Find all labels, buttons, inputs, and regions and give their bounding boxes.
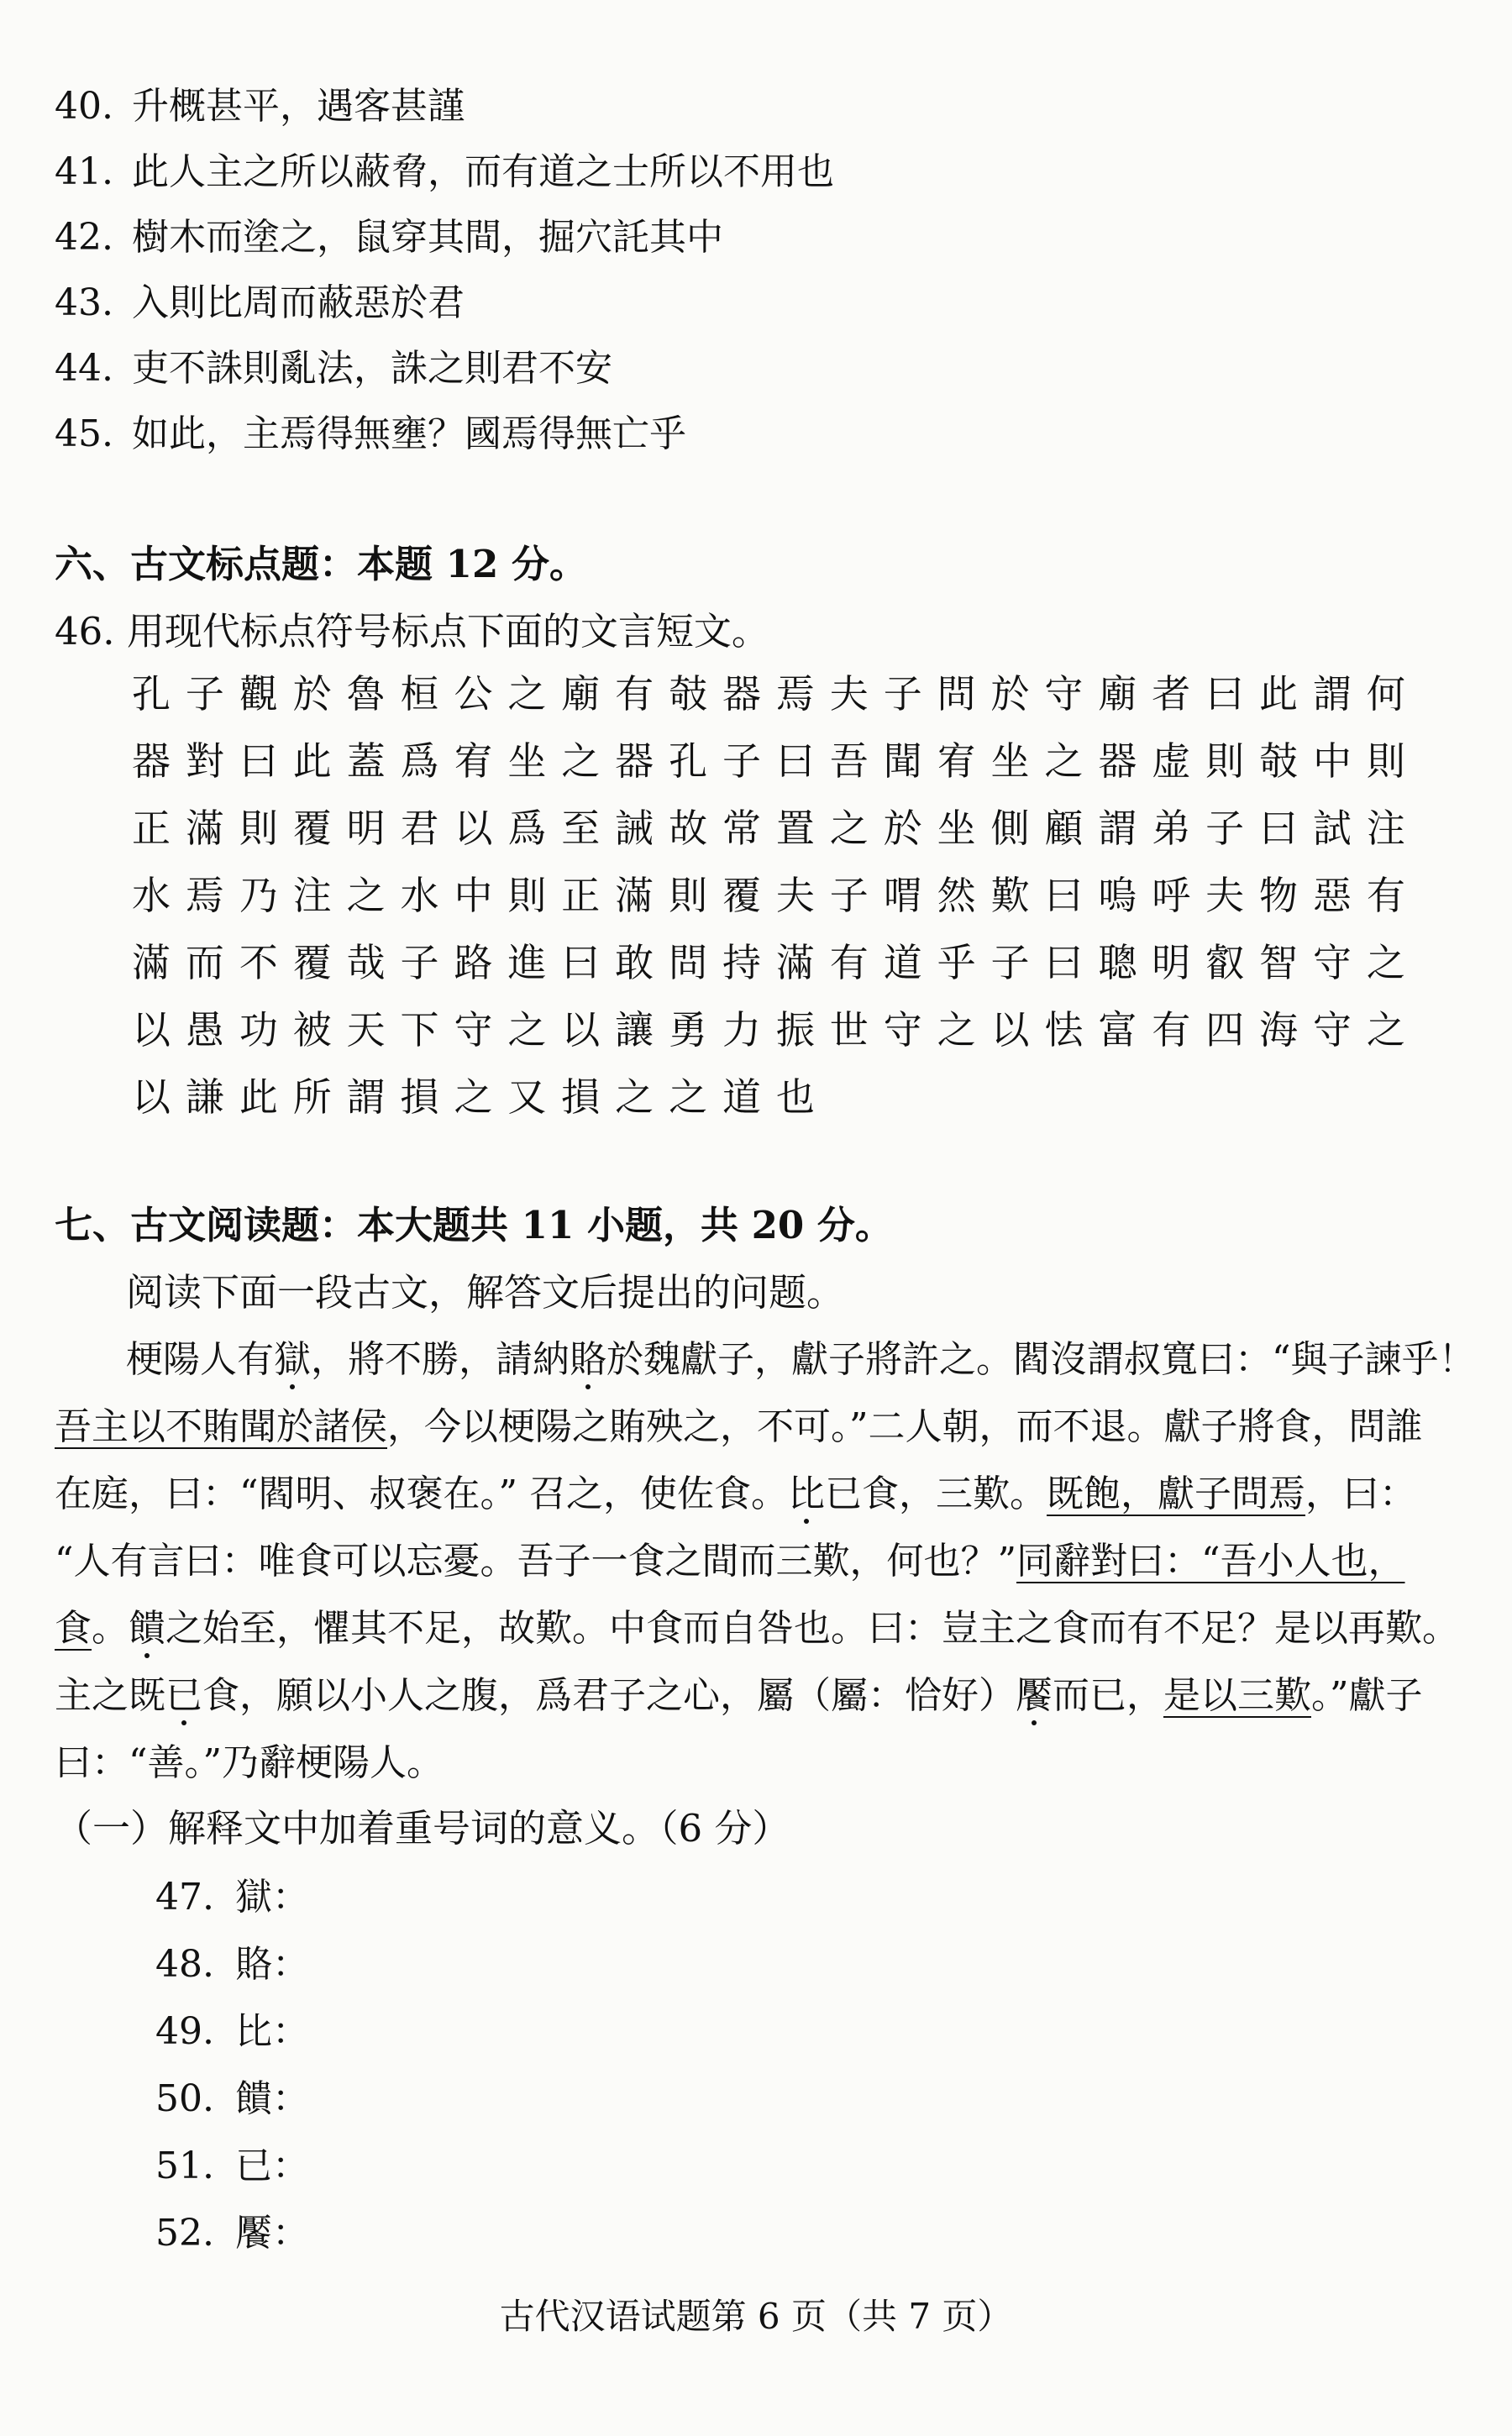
grid-char: 之 — [454, 1074, 493, 1120]
item-text: 樹木而塗之，鼠穿其間，掘穴託其中 — [132, 216, 723, 259]
grid-char: 物 — [1259, 873, 1299, 918]
grid-char: 持 — [722, 940, 761, 985]
translation-item — [55, 272, 465, 326]
grid-char: 水 — [132, 873, 171, 918]
grid-char: 子 — [185, 671, 224, 717]
grid-char: 滿 — [615, 873, 654, 918]
grid-char: 側 — [990, 806, 1030, 851]
grid-char: 夫 — [1205, 873, 1245, 918]
emphasized-word: 獄 — [274, 1338, 311, 1381]
grid-char: 以 — [454, 806, 493, 851]
grid-char: 哉 — [346, 940, 386, 985]
passage-text: 。 — [92, 1607, 129, 1650]
answer-item — [155, 2135, 309, 2189]
grid-char: 明 — [346, 806, 386, 851]
grid-char: 又 — [507, 1074, 547, 1120]
grid-char: 者 — [1152, 671, 1191, 717]
grid-char: 之 — [829, 806, 869, 851]
grid-char: 水 — [400, 873, 439, 918]
answer-number: 50. — [155, 2077, 214, 2120]
item-text: 吏不誅則亂法，誅之則君不安 — [132, 347, 612, 390]
item-text: 如此，主焉得無壅？國焉得無亡乎 — [132, 412, 686, 455]
answer-word: 饜： — [235, 2212, 309, 2255]
grid-char: 故 — [669, 806, 708, 851]
item-number: 42. — [55, 216, 113, 259]
grid-char: 君 — [400, 806, 439, 851]
grid-char: 之 — [561, 738, 601, 784]
grid-row — [126, 1000, 1411, 1055]
grid-char: 四 — [1205, 1007, 1245, 1053]
grid-char: 守 — [1312, 1007, 1352, 1053]
grid-row — [126, 865, 1411, 921]
grid-char: 器 — [132, 738, 171, 784]
grid-char: 叡 — [1205, 940, 1245, 985]
grid-char: 覆 — [292, 806, 332, 851]
grid-char: 爲 — [400, 738, 439, 784]
passage-text: 而已， — [1053, 1674, 1163, 1717]
grid-char: 攲 — [1259, 738, 1299, 784]
underlined-sentence: 食 — [55, 1607, 92, 1650]
grid-char: 守 — [454, 1007, 493, 1053]
grid-char: 曰 — [775, 738, 815, 784]
grid-char: 曰 — [239, 738, 278, 784]
grid-char: 道 — [883, 940, 922, 985]
grid-char: 謂 — [1098, 806, 1137, 851]
grid-char: 則 — [239, 806, 278, 851]
grid-char: 以 — [132, 1074, 171, 1120]
answer-item — [155, 2001, 309, 2055]
grid-char: 子 — [990, 940, 1030, 985]
translation-item — [55, 403, 686, 457]
answer-word: 饋： — [235, 2077, 309, 2120]
passage-line — [55, 1665, 1423, 1719]
grid-char: 於 — [883, 806, 922, 851]
grid-char: 滿 — [185, 806, 224, 851]
grid-char: 坐 — [507, 738, 547, 784]
passage-text: 食，願以小人之腹，爲君子之心，屬（屬：恰好） — [202, 1674, 1016, 1717]
grid-char: 進 — [507, 940, 547, 985]
grid-char: 廟 — [1098, 671, 1137, 717]
grid-row — [126, 664, 1411, 719]
grid-char: 振 — [775, 1007, 815, 1053]
grid-char: 勇 — [669, 1007, 708, 1053]
answer-word: 賂： — [235, 1943, 309, 1986]
passage-text: 於魏獻子，獻子將許之。閻沒謂叔寬曰：“與子諫乎！ — [606, 1338, 1476, 1381]
grid-char: 問 — [937, 671, 976, 717]
grid-char: 正 — [561, 873, 601, 918]
answer-number: 52. — [155, 2212, 214, 2255]
grid-char: 怯 — [1044, 1007, 1084, 1053]
passage-text: “人有言曰：唯食可以忘憂。吾子一食之間而三歎，何也？” — [55, 1540, 1016, 1583]
passage-line — [55, 1598, 1459, 1651]
grid-char: 謂 — [1312, 671, 1352, 717]
grid-char: 器 — [722, 671, 761, 717]
answer-number: 47. — [155, 1876, 214, 1919]
emphasized-word: 賂 — [570, 1338, 606, 1381]
item-number: 43. — [55, 281, 113, 324]
sub-question-1: （一）解释文中加着重号词的意义。（6 分） — [55, 1806, 790, 1851]
grid-char: 對 — [185, 738, 224, 784]
grid-char: 謂 — [346, 1074, 386, 1120]
grid-char: 於 — [292, 671, 332, 717]
grid-char: 滿 — [132, 940, 171, 985]
grid-char: 嗚 — [1098, 873, 1137, 918]
grid-char: 有 — [1152, 1007, 1191, 1053]
grid-char: 有 — [829, 940, 869, 985]
page-footer: 古代汉语试题第 6 页（共 7 页） — [499, 2296, 1013, 2337]
item-number: 44. — [55, 347, 113, 390]
grid-char: 海 — [1259, 1007, 1299, 1053]
grid-char: 歎 — [990, 873, 1030, 918]
grid-char: 所 — [292, 1074, 332, 1120]
grid-char: 以 — [561, 1007, 601, 1053]
grid-char: 路 — [454, 940, 493, 985]
grid-char: 敢 — [615, 940, 654, 985]
grid-char: 覆 — [722, 873, 761, 918]
grid-char: 乃 — [239, 873, 278, 918]
grid-char: 喟 — [883, 873, 922, 918]
grid-row — [126, 798, 1411, 853]
grid-char: 虚 — [1152, 738, 1191, 784]
grid-char: 器 — [615, 738, 654, 784]
grid-char: 之 — [615, 1074, 654, 1120]
grid-char: 智 — [1259, 940, 1299, 985]
emphasized-word: 饋 — [129, 1607, 165, 1650]
grid-char: 以 — [990, 1007, 1030, 1053]
grid-char: 之 — [937, 1007, 976, 1053]
passage-text: 在庭，曰：“閻明、叔褒在。” 召之，使佐食。 — [55, 1473, 788, 1515]
section-7-heading: 七、古文阅读题：本大题共 11 小题，共 20 分。 — [55, 1203, 893, 1247]
passage-text: 曰：“善。”乃辭梗陽人。 — [55, 1741, 444, 1784]
translation-item — [55, 76, 465, 129]
grid-char: 有 — [615, 671, 654, 717]
grid-char: 世 — [829, 1007, 869, 1053]
grid-char: 則 — [1205, 738, 1245, 784]
answer-item — [155, 1934, 309, 1987]
item-number: 40. — [55, 85, 113, 128]
item-text: 升概甚平，遇客甚謹 — [132, 85, 465, 128]
grid-row — [126, 932, 1411, 988]
item-text: 入則比周而蔽惡於君 — [132, 281, 465, 324]
grid-char: 也 — [775, 1074, 815, 1120]
grid-char: 聰 — [1098, 940, 1137, 985]
grid-char: 何 — [1366, 671, 1405, 717]
underlined-sentence: 既飽，獻子問焉 — [1046, 1473, 1305, 1515]
answer-word: 比： — [235, 2010, 309, 2053]
translation-item — [55, 141, 834, 195]
grid-char: 正 — [132, 806, 171, 851]
grid-char: 曰 — [1205, 671, 1245, 717]
grid-char: 曰 — [1259, 806, 1299, 851]
answer-word: 獄： — [235, 1876, 309, 1919]
answer-number: 49. — [155, 2010, 214, 2053]
grid-char: 呼 — [1152, 873, 1191, 918]
passage-line — [55, 1732, 1415, 1786]
grid-char: 觀 — [239, 671, 278, 717]
grid-char: 不 — [239, 940, 278, 985]
grid-char: 顧 — [1044, 806, 1084, 851]
grid-char: 宥 — [454, 738, 493, 784]
grid-char: 此 — [1259, 671, 1299, 717]
grid-char: 桓 — [400, 671, 439, 717]
grid-char: 曰 — [1044, 940, 1084, 985]
grid-char: 中 — [1312, 738, 1352, 784]
passage-text: 已食，三歎。 — [824, 1473, 1047, 1515]
grid-char: 明 — [1152, 940, 1191, 985]
grid-char: 有 — [1366, 873, 1405, 918]
grid-char: 於 — [990, 671, 1030, 717]
passage-text: 之始至，懼其不足，故歎。中食而自咎也。曰：豈主之食而有不足？是以再歎。 — [165, 1607, 1459, 1650]
grid-char: 則 — [1366, 738, 1405, 784]
grid-char: 此 — [239, 1074, 278, 1120]
grid-char: 曰 — [561, 940, 601, 985]
grid-char: 子 — [1205, 806, 1245, 851]
grid-char: 廟 — [561, 671, 601, 717]
grid-char: 之 — [1366, 1007, 1405, 1053]
grid-char: 守 — [1044, 671, 1084, 717]
passage-line — [126, 1329, 1487, 1383]
grid-char: 覆 — [292, 940, 332, 985]
grid-char: 之 — [346, 873, 386, 918]
passage-text: ，今以梗陽之賄殃之，不可。”二人朝，而不退。獻子將食，問誰 — [387, 1405, 1423, 1448]
grid-char: 爲 — [507, 806, 547, 851]
grid-char: 子 — [829, 873, 869, 918]
underlined-sentence: 吾主以不賄聞於諸侯 — [55, 1405, 387, 1448]
underlined-sentence: 是以三歎 — [1163, 1674, 1311, 1717]
grid-char: 蓋 — [346, 738, 386, 784]
translation-item — [55, 207, 723, 260]
grid-char: 被 — [292, 1007, 332, 1053]
grid-char: 乎 — [937, 940, 976, 985]
grid-char: 試 — [1312, 806, 1352, 851]
grid-char: 誡 — [615, 806, 654, 851]
grid-char: 損 — [561, 1074, 601, 1120]
answer-number: 48. — [155, 1943, 214, 1986]
grid-char: 坐 — [990, 738, 1030, 784]
grid-char: 置 — [775, 806, 815, 851]
grid-char: 之 — [507, 671, 547, 717]
passage-line — [55, 1530, 1415, 1584]
grid-char: 宥 — [937, 738, 976, 784]
grid-char: 曰 — [1044, 873, 1084, 918]
grid-char: 器 — [1098, 738, 1137, 784]
passage-text: ，將不勝，請納 — [311, 1338, 570, 1381]
grid-char: 讓 — [615, 1007, 654, 1053]
grid-char: 愚 — [185, 1007, 224, 1053]
grid-char: 之 — [1366, 940, 1405, 985]
grid-char: 力 — [722, 1007, 761, 1053]
answer-item — [155, 2202, 309, 2256]
grid-char: 守 — [1312, 940, 1352, 985]
grid-char: 公 — [454, 671, 493, 717]
grid-char: 夫 — [775, 873, 815, 918]
item-number: 45. — [55, 412, 113, 455]
answer-item — [155, 2068, 309, 2122]
grid-char: 焉 — [775, 671, 815, 717]
grid-char: 之 — [1044, 738, 1084, 784]
grid-char: 弟 — [1152, 806, 1191, 851]
translation-item — [55, 338, 612, 391]
answer-word: 已： — [235, 2145, 309, 2187]
grid-char: 注 — [292, 873, 332, 918]
passage-text: 。”獻子 — [1311, 1674, 1423, 1717]
grid-char: 而 — [185, 940, 224, 985]
grid-char: 子 — [400, 940, 439, 985]
grid-char: 攲 — [669, 671, 708, 717]
grid-char: 之 — [507, 1007, 547, 1053]
grid-char: 以 — [132, 1007, 171, 1053]
passage-text: ，曰： — [1305, 1473, 1416, 1515]
grid-char: 夫 — [829, 671, 869, 717]
grid-char: 至 — [561, 806, 601, 851]
passage-text: 梗陽人有 — [126, 1338, 274, 1381]
grid-char: 惡 — [1312, 873, 1352, 918]
grid-char: 子 — [722, 738, 761, 784]
grid-char: 下 — [400, 1007, 439, 1053]
grid-char: 功 — [239, 1007, 278, 1053]
grid-char: 常 — [722, 806, 761, 851]
item-text: 此人主之所以蔽脅，而有道之士所以不用也 — [132, 150, 834, 193]
emphasized-word: 比 — [787, 1473, 825, 1515]
grid-char: 天 — [346, 1007, 386, 1053]
grid-char: 之 — [669, 1074, 708, 1120]
grid-char: 焉 — [185, 873, 224, 918]
grid-char: 謙 — [185, 1074, 224, 1120]
emphasized-word: 已 — [165, 1674, 202, 1717]
answer-item — [155, 1866, 309, 1920]
item-number: 41. — [55, 150, 113, 193]
section-6-heading: 六、古文标点题：本题 12 分。 — [55, 542, 587, 586]
grid-char: 注 — [1366, 806, 1405, 851]
grid-char: 此 — [292, 738, 332, 784]
grid-char: 富 — [1098, 1007, 1137, 1053]
grid-char: 吾 — [829, 738, 869, 784]
grid-char: 問 — [669, 940, 708, 985]
grid-row — [126, 731, 1411, 786]
grid-char: 坐 — [937, 806, 976, 851]
grid-char: 聞 — [883, 738, 922, 784]
answer-number: 51. — [155, 2145, 214, 2187]
grid-char: 則 — [507, 873, 547, 918]
grid-char: 滿 — [775, 940, 815, 985]
grid-char: 孔 — [669, 738, 708, 784]
reading-instruction: 阅读下面一段古文，解答文后提出的问题。 — [126, 1270, 845, 1315]
passage-text: 主之既 — [55, 1674, 165, 1717]
grid-char: 魯 — [346, 671, 386, 717]
grid-char: 損 — [400, 1074, 439, 1120]
underlined-sentence: 同辭對曰：“吾小人也， — [1016, 1540, 1405, 1583]
passage-line — [55, 1463, 1415, 1517]
grid-char: 然 — [937, 873, 976, 918]
grid-char: 中 — [454, 873, 493, 918]
grid-char: 孔 — [132, 671, 171, 717]
grid-char: 子 — [883, 671, 922, 717]
emphasized-word: 饜 — [1016, 1674, 1053, 1717]
question-46: 46. 用现代标点符号标点下面的文言短文。 — [55, 609, 769, 654]
passage-line — [55, 1396, 1423, 1450]
grid-char: 則 — [669, 873, 708, 918]
grid-char: 道 — [722, 1074, 761, 1120]
grid-char: 守 — [883, 1007, 922, 1053]
grid-row — [126, 1067, 1411, 1122]
